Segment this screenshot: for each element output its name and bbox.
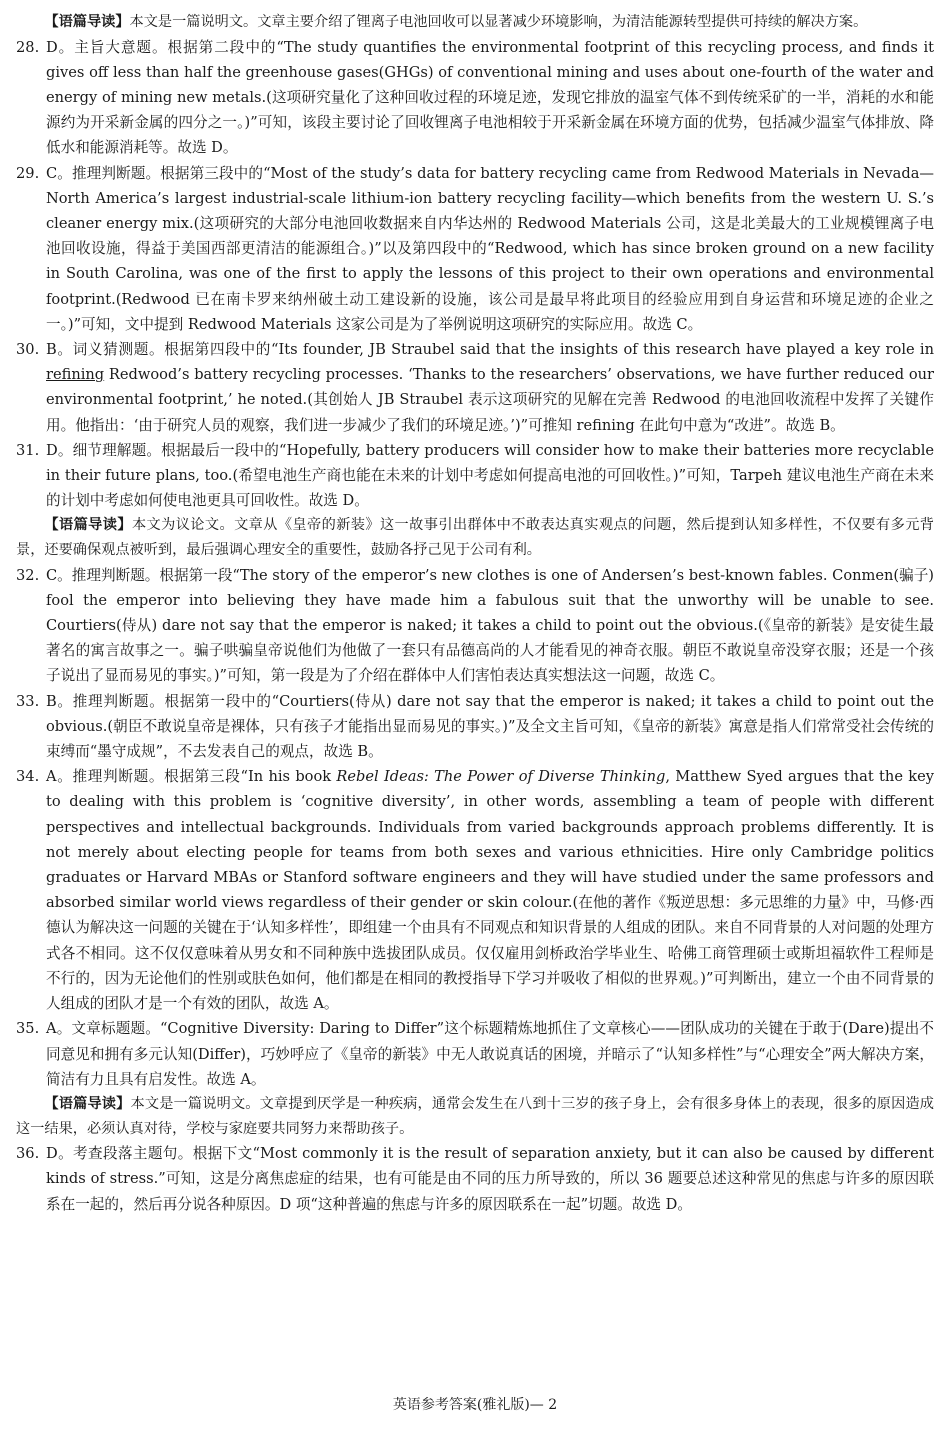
guide-text: 本文是一篇说明文。文章提到厌学是一种疾病，通常会发生在八到十三岁的孩子身上，会有很多身体上的表现，很多的原因造成这一结果，必须认真对待，学校与家庭要共同努力来帮助孩子。 [16, 1095, 934, 1137]
answer-number: 32. [16, 566, 40, 584]
reading-guide-3 [16, 1092, 934, 1141]
answer-text: D。主旨大意题。根据第二段中的“The study quantifies the environmental footprint of this recycling process, and finds it gives off less than half the greenhouse gases(GHGs) of conventional mining and uses about one-fourth of the water and energy of mining new metals.(这项研究量化了这种回收过程的环境足迹，发现它排放的温室气体不到传统采矿的一半，消耗的水和能源约为开采新金属的四分之一。)”可知，该段主要讨论了回收锂离子电池相较于开采新金属在环境方面的优势，包括减少温室气体排放、降低水和能源消耗等。故选 D。 [46, 38, 934, 157]
underlined-word: refining [46, 366, 105, 384]
answer-30 [16, 337, 934, 438]
answer-31 [16, 438, 934, 514]
answer-29 [16, 161, 934, 337]
answer-33 [16, 689, 934, 765]
answer-32 [16, 563, 934, 689]
answer-number: 28. [16, 38, 40, 56]
guide-tag: 【语篇导读】 [44, 517, 132, 534]
answer-28 [16, 35, 934, 161]
answer-35 [16, 1016, 934, 1092]
guide-text: 本文是一篇说明文。文章主要介绍了锂离子电池回收可以显著减少环境影响，为清洁能源转型提供可持续的解决方案。 [129, 14, 868, 30]
reading-guide-2 [16, 513, 934, 562]
answer-number: 34. [16, 768, 40, 786]
answer-number: 33. [16, 692, 40, 710]
guide-tag: 【语篇导读】 [44, 1095, 131, 1112]
answer-number: 36. [16, 1145, 40, 1163]
answer-text: D。细节理解题。根据最后一段中的“Hopefully, battery producers will consider how to make their batteries more recyclable in their future plans, too.(希望电池生产商也能在未来的计划中考虑如何提高电池的可回收性。)”可知，Tarpeh 建议电池生产商在未来的计划中考虑如何使电池更具可回收性。故选 D。 [46, 441, 934, 510]
reading-guide-1 [16, 10, 934, 35]
answer-34 [16, 764, 934, 1016]
answer-text: C。推理判断题。根据第三段中的“Most of the study’s data for battery recycling came from Redwood Materials in Nevada—North America’s largest industrial-scale lithium-ion battery recycling facility—which benefits from the western U. S.’s cleaner energy mix.(这项研究的大部分电池回收数据来自内华达州的 Redwood Materials 公司，这是北美最大的工业规模锂离子电池回收设施，得益于美国西部更清洁的能源组合。)”以及第四段中的“Redwood, which has since broken ground on a new facility in South Carolina, was one of the first to apply the lessons of this project to their own operations and environmental footprint.(Redwood 已在南卡罗来纳州破土动工建设新的设施，该公司是最早将此项目的经验应用到自身运营和环境足迹的企业之一。)”可知，文中提到 Redwood Materials 这家公司是为了举例说明这项研究的实际应用。故选 C。 [46, 164, 934, 333]
page-footer: 英语参考答案(雅礼版)— 2 [392, 1397, 558, 1413]
answer-text-part: A。推理判断题。根据第三段“In his book [46, 768, 337, 786]
answer-text: C。推理判断题。根据第一段“The story of the emperor’s new clothes is one of Andersen’s best-known fables. Conmen(骗子) fool the emperor into believing they have made him a fabulous suit that the unworthy will be unable to see. Courtiers(侍从) dare not say that the emperor is naked; it takes a child to point out the obvious.(《皇帝的新装》是安徒生最著名的寓言故事之一。骗子哄骗皇帝说他们为他做了一套只有品德高尚的人才能看见的神奇衣服。朝臣不敢说皇帝没穿衣服；还是一个孩子说出了显而易见的事实。)”可知，第一段是为了介绍在群体中人们害怕表达真实想法这一问题，故选 C。 [46, 566, 934, 685]
answer-text: D。考查段落主题句。根据下文“Most commonly it is the result of separation anxiety, but it can also be caused by different kinds of stress.”可知，这是分离焦虑症的结果，也有可能是由不同的压力所导致的，所以 36 题要总述这种常见的焦虑与许多的原因联系在一起的，然后再分说各种原因。D 项“这种普遍的焦虑与许多的原因联系在一起”切题。故选 D。 [46, 1145, 934, 1213]
answer-number: 31. [16, 441, 40, 459]
answer-text-part: , Matthew Syed argues that the key to dealing with this problem is ‘cognitive diversity’, in other words, assembling a team of people with different perspectives and intellectual backgrounds. Individuals from varied backgrounds approach problems differently. It is not merely about electing people for teams from both sexes and various ethnicities. Hire only Cambridge politics graduates or Harvard MBAs or Stanford software engineers and they will have studied under the same professors and absorbed similar world views regardless of their gender or skin colour.(在他的著作《叛逆思想：多元思维的力量》中，马修·西德认为解决这一问题的关键在于‘认知多样性’，即组建一个由具有不同观点和知识背景的人组成的团队。来自不同背景的人对问题的处理方式各不相同。这不仅仅意味着从男女和不同种族中选拔团队成员。仅仅雇用剑桥政治学毕业生、哈佛工商管理硕士或斯坦福软件工程师是不行的，因为无论他们的性别或肤色如何，他们都是在相同的教授指导下学习并吸收了相似的世界观。)”可判断出，建立一个由不同背景的人组成的团队才是一个有效的团队，故选 A。 [46, 768, 934, 1013]
answer-number: 35. [16, 1020, 40, 1038]
answer-text: B。推理判断题。根据第一段中的“Courtiers(侍从) dare not say that the emperor is naked; it takes a child to point out the obvious.(朝臣不敢说皇帝是裸体，只有孩子才能指出显而易见的事实。)”及全文主旨可知，《皇帝的新装》寓意是指人们常常受社会传统的束缚而“墨守成规”，不去发表自己的观点，故选 B。 [46, 692, 934, 761]
answer-text-part: B。词义猜测题。根据第四段中的“Its founder, JB Straubel said that the insights of this research have played a key role in [46, 341, 934, 359]
answer-36 [16, 1141, 934, 1217]
guide-tag: 【语篇导读】 [44, 14, 130, 30]
book-title: Rebel Ideas: The Power of Diverse Thinking [336, 768, 666, 786]
answer-text: A。文章标题题。“Cognitive Diversity: Daring to Differ”这个标题精炼地抓住了文章核心——团队成功的关键在于敢于(Dare)提出不同意见和拥有多元认知(Differ)，巧妙呼应了《皇帝的新装》中无人敢说真话的困境，并暗示了“认知多样性”与“心理安全”两大解决方案，简洁有力且具有启发性。故选 A。 [46, 1020, 934, 1088]
guide-text: 本文为议论文。文章从《皇帝的新装》这一故事引出群体中不敢表达真实观点的问题，然后提到认知多样性，不仅要有多元背景，还要确保观点被听到，最后强调心理安全的重要性，鼓励各抒己见于公司有利。 [16, 517, 934, 559]
answer-number: 30. [16, 341, 40, 359]
answer-text-part: Redwood’s battery recycling processes. ‘Thanks to the researchers’ observations, we have further reduced our environmental footprint,’ he noted.(其创始人 JB Straubel 表示这项研究的见解在完善 Redwood 的电池回收流程中发挥了关键作用。他指出：‘由于研究人员的观察，我们进一步减少了我们的环境足迹。’)”可推知 refining 在此句中意为“改进”。故选 B。 [46, 366, 934, 434]
answer-number: 29. [16, 164, 40, 182]
